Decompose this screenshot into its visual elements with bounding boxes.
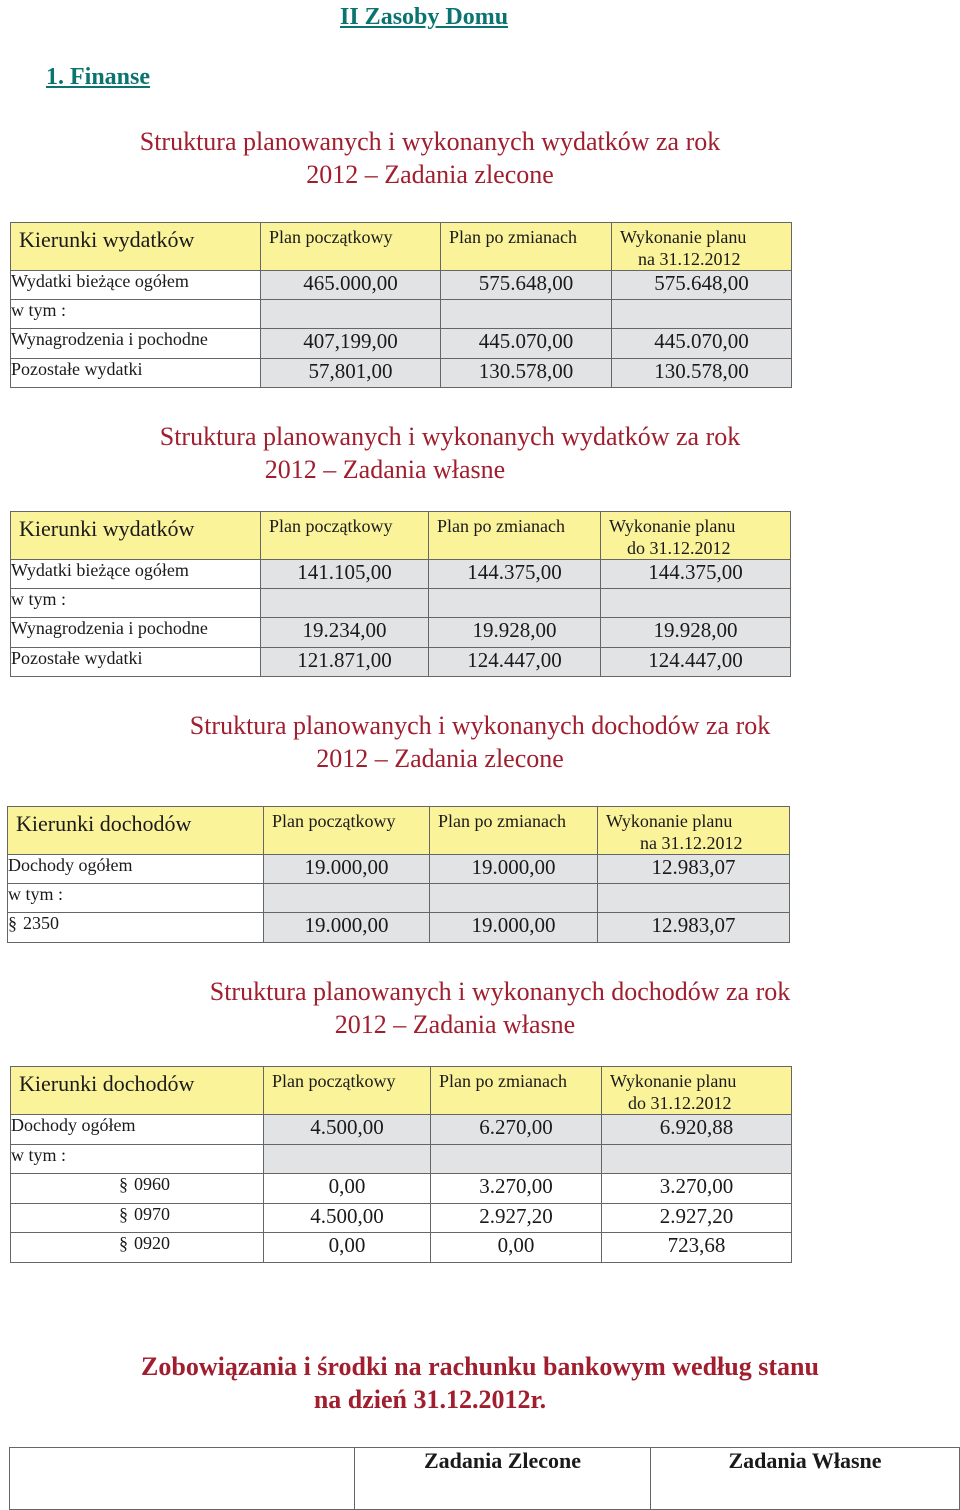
table-row	[11, 648, 791, 677]
table-row	[11, 1115, 792, 1145]
table-row	[11, 1204, 792, 1233]
row-label: § 0960	[11, 1174, 264, 1204]
value-plan-po-zmianach: 19.000,00	[430, 855, 598, 884]
table-1-title: Struktura planowanych i wykonanych wydatków za rok 2012 – Zadania zlecone	[139, 127, 721, 189]
table-row	[11, 329, 792, 359]
value-wykonanie: 144.375,00	[601, 560, 791, 589]
value-plan-po-zmianach: 144.375,00	[429, 560, 601, 589]
expenses-own-table	[10, 511, 791, 677]
value-wykonanie	[598, 884, 790, 913]
row-label: Wynagrodzenia i pochodne	[11, 618, 261, 648]
table-row	[11, 589, 791, 618]
header-zadania-zlecone: Zadania Zlecone	[355, 1448, 651, 1510]
value-wykonanie: 2.927,20	[602, 1204, 792, 1233]
header-plan-po-zmianach: Plan po zmianach	[441, 223, 612, 271]
header-plan-poczatkowy: Plan początkowy	[261, 512, 429, 560]
zobowiazania-table	[9, 1447, 960, 1510]
row-label: § 0920	[11, 1233, 264, 1263]
value-wykonanie: 723,68	[602, 1233, 792, 1263]
table-row	[8, 855, 790, 884]
row-label: w tym :	[11, 589, 261, 618]
header-plan-poczatkowy: Plan początkowy	[261, 223, 441, 271]
section-heading: II Zasoby Domu	[340, 4, 509, 30]
value-plan-poczatkowy: 407,199,00	[261, 329, 441, 359]
value-plan-poczatkowy: 19.000,00	[264, 913, 430, 943]
table-4-title: Struktura planowanych i wykonanych dochodów za rok 2012 – Zadania własne	[209, 977, 791, 1039]
header-wykonanie: Wykonanie planu do 31.12.2012	[602, 1067, 792, 1115]
value-plan-poczatkowy: 121.871,00	[261, 648, 429, 677]
value-plan-poczatkowy: 0,00	[264, 1174, 431, 1204]
header-wykonanie: Wykonanie planu na 31.12.2012	[598, 807, 790, 855]
value-wykonanie	[602, 1145, 792, 1174]
value-plan-poczatkowy: 4.500,00	[264, 1204, 431, 1233]
value-wykonanie: 124.447,00	[601, 648, 791, 677]
value-plan-po-zmianach: 19.928,00	[429, 618, 601, 648]
value-wykonanie: 12.983,07	[598, 855, 790, 884]
row-label: Wynagrodzenia i pochodne	[11, 329, 261, 359]
header-zadania-wlasne: Zadania Własne	[651, 1448, 960, 1510]
header-plan-po-zmianach: Plan po zmianach	[429, 512, 601, 560]
table-2-title: Struktura planowanych i wykonanych wydatków za rok 2012 – Zadania własne	[159, 422, 741, 484]
table-row	[11, 359, 792, 388]
value-wykonanie: 575.648,00	[612, 271, 792, 300]
value-plan-poczatkowy: 19.000,00	[264, 855, 430, 884]
header-wykonanie: Wykonanie planu na 31.12.2012	[612, 223, 792, 271]
value-plan-poczatkowy: 4.500,00	[264, 1115, 431, 1145]
value-plan-po-zmianach: 124.447,00	[429, 648, 601, 677]
zobowiazania-title: Zobowiązania i środki na rachunku bankowym według stanu na dzień 31.12.2012r.	[141, 1352, 819, 1414]
value-plan-po-zmianach: 130.578,00	[441, 359, 612, 388]
value-plan-po-zmianach	[430, 884, 598, 913]
paragraph-sign: §	[119, 1204, 128, 1224]
header-wykonanie: Wykonanie planu do 31.12.2012	[601, 512, 791, 560]
header-plan-poczatkowy: Plan początkowy	[264, 1067, 431, 1115]
table-row	[8, 884, 790, 913]
header-kierunki: Kierunki wydatków	[11, 223, 261, 271]
expenses-commissioned-table	[10, 222, 792, 388]
header-kierunki: Kierunki dochodów	[8, 807, 264, 855]
table-row	[11, 271, 792, 300]
value-wykonanie: 19.928,00	[601, 618, 791, 648]
row-label: § 2350	[8, 913, 264, 943]
value-wykonanie	[612, 300, 792, 329]
header-plan-poczatkowy: Plan początkowy	[264, 807, 430, 855]
value-plan-po-zmianach: 19.000,00	[430, 913, 598, 943]
table-row	[11, 1174, 792, 1204]
subsection-heading: 1. Finanse	[46, 64, 151, 90]
table-3-title: Struktura planowanych i wykonanych dochodów za rok 2012 – Zadania zlecone	[189, 711, 771, 773]
row-label: Pozostałe wydatki	[11, 359, 261, 388]
table-row	[11, 560, 791, 589]
value-wykonanie: 130.578,00	[612, 359, 792, 388]
value-plan-po-zmianach: 3.270,00	[431, 1174, 602, 1204]
value-plan-po-zmianach	[429, 589, 601, 618]
row-label: w tym :	[8, 884, 264, 913]
value-plan-poczatkowy: 0,00	[264, 1233, 431, 1263]
paragraph-sign: §	[119, 1233, 128, 1253]
table-row	[11, 300, 792, 329]
value-plan-po-zmianach	[431, 1145, 602, 1174]
value-wykonanie: 12.983,07	[598, 913, 790, 943]
value-plan-poczatkowy: 465.000,00	[261, 271, 441, 300]
table-row	[11, 618, 791, 648]
paragraph-sign: §	[8, 913, 17, 933]
value-plan-poczatkowy	[264, 884, 430, 913]
value-plan-poczatkowy	[261, 300, 441, 329]
value-plan-poczatkowy: 19.234,00	[261, 618, 429, 648]
value-plan-poczatkowy: 141.105,00	[261, 560, 429, 589]
value-plan-poczatkowy	[264, 1145, 431, 1174]
value-plan-po-zmianach: 575.648,00	[441, 271, 612, 300]
row-label: Wydatki bieżące ogółem	[11, 271, 261, 300]
zobowiazania-label-cell	[10, 1448, 355, 1510]
value-plan-po-zmianach: 0,00	[431, 1233, 602, 1263]
header-kierunki: Kierunki dochodów	[11, 1067, 264, 1115]
income-commissioned-table	[7, 806, 790, 943]
row-label: Wydatki bieżące ogółem	[11, 560, 261, 589]
row-label: w tym :	[11, 1145, 264, 1174]
value-plan-po-zmianach: 2.927,20	[431, 1204, 602, 1233]
header-plan-po-zmianach: Plan po zmianach	[431, 1067, 602, 1115]
header-plan-po-zmianach: Plan po zmianach	[430, 807, 598, 855]
value-plan-poczatkowy	[261, 589, 429, 618]
header-kierunki: Kierunki wydatków	[11, 512, 261, 560]
value-wykonanie: 3.270,00	[602, 1174, 792, 1204]
row-label: Dochody ogółem	[11, 1115, 264, 1145]
table-row	[11, 1145, 792, 1174]
value-plan-poczatkowy: 57,801,00	[261, 359, 441, 388]
value-wykonanie: 445.070,00	[612, 329, 792, 359]
row-label: Dochody ogółem	[8, 855, 264, 884]
paragraph-sign: §	[119, 1174, 128, 1194]
row-label: § 0970	[11, 1204, 264, 1233]
income-own-table	[10, 1066, 792, 1263]
value-plan-po-zmianach	[441, 300, 612, 329]
table-row	[11, 1233, 792, 1263]
value-wykonanie: 6.920,88	[602, 1115, 792, 1145]
row-label: Pozostałe wydatki	[11, 648, 261, 677]
value-plan-po-zmianach: 6.270,00	[431, 1115, 602, 1145]
value-plan-po-zmianach: 445.070,00	[441, 329, 612, 359]
table-row	[8, 913, 790, 943]
value-wykonanie	[601, 589, 791, 618]
row-label: w tym :	[11, 300, 261, 329]
